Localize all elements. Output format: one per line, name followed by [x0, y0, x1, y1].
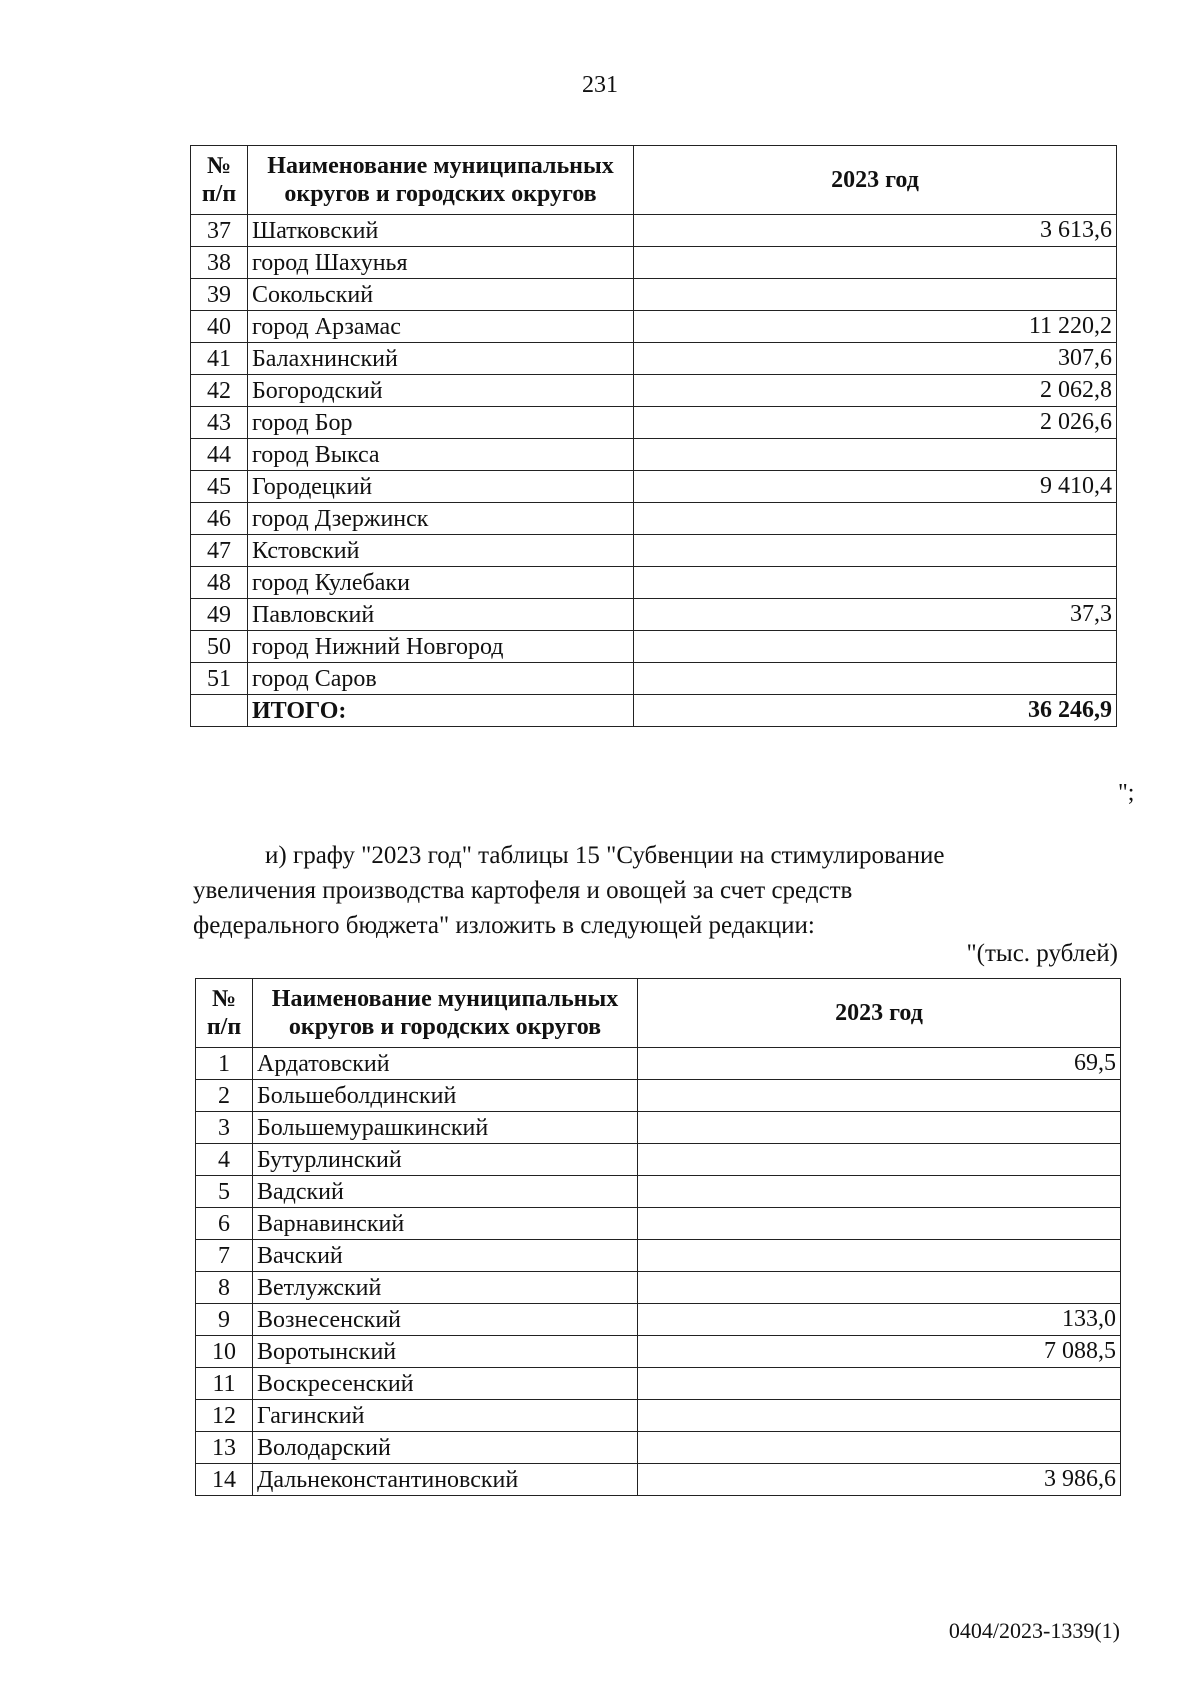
- row-name: Варнавинский: [253, 1208, 638, 1240]
- table-row: [191, 279, 1117, 311]
- table-row: [191, 663, 1117, 695]
- table-row: [191, 535, 1117, 567]
- total-row: [191, 695, 1117, 727]
- row-name: город Арзамас: [248, 311, 634, 343]
- row-value: 307,6: [634, 343, 1117, 375]
- header-name: Наименование муниципальных округов и городских округов: [253, 979, 638, 1048]
- row-number: 3: [196, 1112, 253, 1144]
- row-number: 43: [191, 407, 248, 439]
- row-value: [638, 1208, 1121, 1240]
- row-value: 3 613,6: [634, 215, 1117, 247]
- row-value: [634, 535, 1117, 567]
- row-number: 41: [191, 343, 248, 375]
- row-name: город Выкса: [248, 439, 634, 471]
- row-name: Сокольский: [248, 279, 634, 311]
- unit-label: "(тыс. рублей): [966, 940, 1118, 967]
- table-row: [196, 1464, 1121, 1496]
- row-value: [638, 1144, 1121, 1176]
- table-row: [196, 1304, 1121, 1336]
- row-name: Ардатовский: [253, 1048, 638, 1080]
- paragraph-line-2: увеличения производства картофеля и овощей за счет средств: [193, 877, 853, 904]
- row-value: 133,0: [638, 1304, 1121, 1336]
- row-value: 69,5: [638, 1048, 1121, 1080]
- row-name: Володарский: [253, 1432, 638, 1464]
- row-number: 51: [191, 663, 248, 695]
- row-name: Большемурашкинский: [253, 1112, 638, 1144]
- row-value: 2 026,6: [634, 407, 1117, 439]
- row-name: Балахнинский: [248, 343, 634, 375]
- paragraph-line-3: федерального бюджета" изложить в следующей редакции:: [193, 912, 815, 939]
- row-name: город Шахунья: [248, 247, 634, 279]
- row-number: 44: [191, 439, 248, 471]
- table-row: [191, 471, 1117, 503]
- table-row: [191, 247, 1117, 279]
- table-row: [191, 503, 1117, 535]
- row-number: 42: [191, 375, 248, 407]
- row-value: [638, 1368, 1121, 1400]
- amendment-paragraph: [193, 838, 1118, 943]
- row-number: 5: [196, 1176, 253, 1208]
- total-label: ИТОГО:: [248, 695, 634, 727]
- total-value: 36 246,9: [634, 695, 1117, 727]
- row-number: 1: [196, 1048, 253, 1080]
- row-name: Городецкий: [248, 471, 634, 503]
- row-value: [634, 631, 1117, 663]
- row-value: [634, 247, 1117, 279]
- row-name: город Бор: [248, 407, 634, 439]
- header-year: 2023 год: [638, 979, 1121, 1048]
- row-name: Дальнеконстантиновский: [253, 1464, 638, 1496]
- row-number: 39: [191, 279, 248, 311]
- row-number: 47: [191, 535, 248, 567]
- row-value: 2 062,8: [634, 375, 1117, 407]
- row-number: 37: [191, 215, 248, 247]
- table-row: [196, 1208, 1121, 1240]
- row-number: 8: [196, 1272, 253, 1304]
- table-row: [196, 1080, 1121, 1112]
- table-row: [191, 439, 1117, 471]
- table-row: [191, 631, 1117, 663]
- table-row: [196, 1144, 1121, 1176]
- row-name: город Дзержинск: [248, 503, 634, 535]
- row-number: 9: [196, 1304, 253, 1336]
- table-row: [196, 1240, 1121, 1272]
- row-name: Воскресенский: [253, 1368, 638, 1400]
- row-value: 9 410,4: [634, 471, 1117, 503]
- table-potato-vegetable-subsidies: [195, 978, 1121, 1496]
- table-row: [196, 1336, 1121, 1368]
- table-municipal-subsidies: [190, 145, 1117, 727]
- closing-quote: ";: [1118, 780, 1135, 806]
- table-row: [191, 311, 1117, 343]
- row-value: [638, 1400, 1121, 1432]
- page-number: 231: [582, 72, 618, 98]
- row-name: город Нижний Новгород: [248, 631, 634, 663]
- header-name: Наименование муниципальных округов и городских округов: [248, 146, 634, 215]
- row-name: Кстовский: [248, 535, 634, 567]
- row-value: [638, 1432, 1121, 1464]
- row-value: [634, 567, 1117, 599]
- table-row: [191, 599, 1117, 631]
- table-row: [196, 1176, 1121, 1208]
- table-row: [196, 1112, 1121, 1144]
- row-value: 11 220,2: [634, 311, 1117, 343]
- table-row: [196, 1272, 1121, 1304]
- row-name: Вознесенский: [253, 1304, 638, 1336]
- row-value: [634, 663, 1117, 695]
- row-name: Вачский: [253, 1240, 638, 1272]
- row-value: 3 986,6: [638, 1464, 1121, 1496]
- row-name: город Саров: [248, 663, 634, 695]
- row-name: Ветлужский: [253, 1272, 638, 1304]
- row-number: 50: [191, 631, 248, 663]
- row-number: 48: [191, 567, 248, 599]
- row-number: 6: [196, 1208, 253, 1240]
- row-name: Воротынский: [253, 1336, 638, 1368]
- row-value: 37,3: [634, 599, 1117, 631]
- row-name: Бутурлинский: [253, 1144, 638, 1176]
- row-number: 45: [191, 471, 248, 503]
- row-name: Большеболдинский: [253, 1080, 638, 1112]
- row-number: 46: [191, 503, 248, 535]
- row-number: 38: [191, 247, 248, 279]
- row-value: 7 088,5: [638, 1336, 1121, 1368]
- row-value: [634, 439, 1117, 471]
- row-number: 49: [191, 599, 248, 631]
- table-row: [191, 407, 1117, 439]
- table-row: [196, 1368, 1121, 1400]
- table-row: [191, 343, 1117, 375]
- row-number: 2: [196, 1080, 253, 1112]
- row-value: [634, 279, 1117, 311]
- table-header-row: [191, 146, 1117, 215]
- row-value: [638, 1176, 1121, 1208]
- row-number: 7: [196, 1240, 253, 1272]
- row-name: город Кулебаки: [248, 567, 634, 599]
- row-value: [638, 1112, 1121, 1144]
- table-row: [196, 1400, 1121, 1432]
- header-number: № п/п: [196, 979, 253, 1048]
- row-value: [638, 1080, 1121, 1112]
- table-row: [196, 1432, 1121, 1464]
- row-number: 4: [196, 1144, 253, 1176]
- row-number: 14: [196, 1464, 253, 1496]
- row-number: 11: [196, 1368, 253, 1400]
- table-header-row: [196, 979, 1121, 1048]
- row-name: Гагинский: [253, 1400, 638, 1432]
- row-name: Вадский: [253, 1176, 638, 1208]
- document-code: 0404/2023-1339(1): [948, 1618, 1120, 1643]
- row-value: [638, 1240, 1121, 1272]
- header-year: 2023 год: [634, 146, 1117, 215]
- row-name: Павловский: [248, 599, 634, 631]
- row-name: Богородский: [248, 375, 634, 407]
- row-number: 12: [196, 1400, 253, 1432]
- table-row: [191, 567, 1117, 599]
- row-number: 40: [191, 311, 248, 343]
- table-row: [191, 215, 1117, 247]
- paragraph-line-1: и) графу "2023 год" таблицы 15 "Субвенции на стимулирование: [265, 842, 945, 869]
- row-number: 13: [196, 1432, 253, 1464]
- table-row: [196, 1048, 1121, 1080]
- row-name: Шатковский: [248, 215, 634, 247]
- header-number: № п/п: [191, 146, 248, 215]
- row-value: [634, 503, 1117, 535]
- row-number: 10: [196, 1336, 253, 1368]
- table-row: [191, 375, 1117, 407]
- total-empty-cell: [191, 695, 248, 727]
- row-value: [638, 1272, 1121, 1304]
